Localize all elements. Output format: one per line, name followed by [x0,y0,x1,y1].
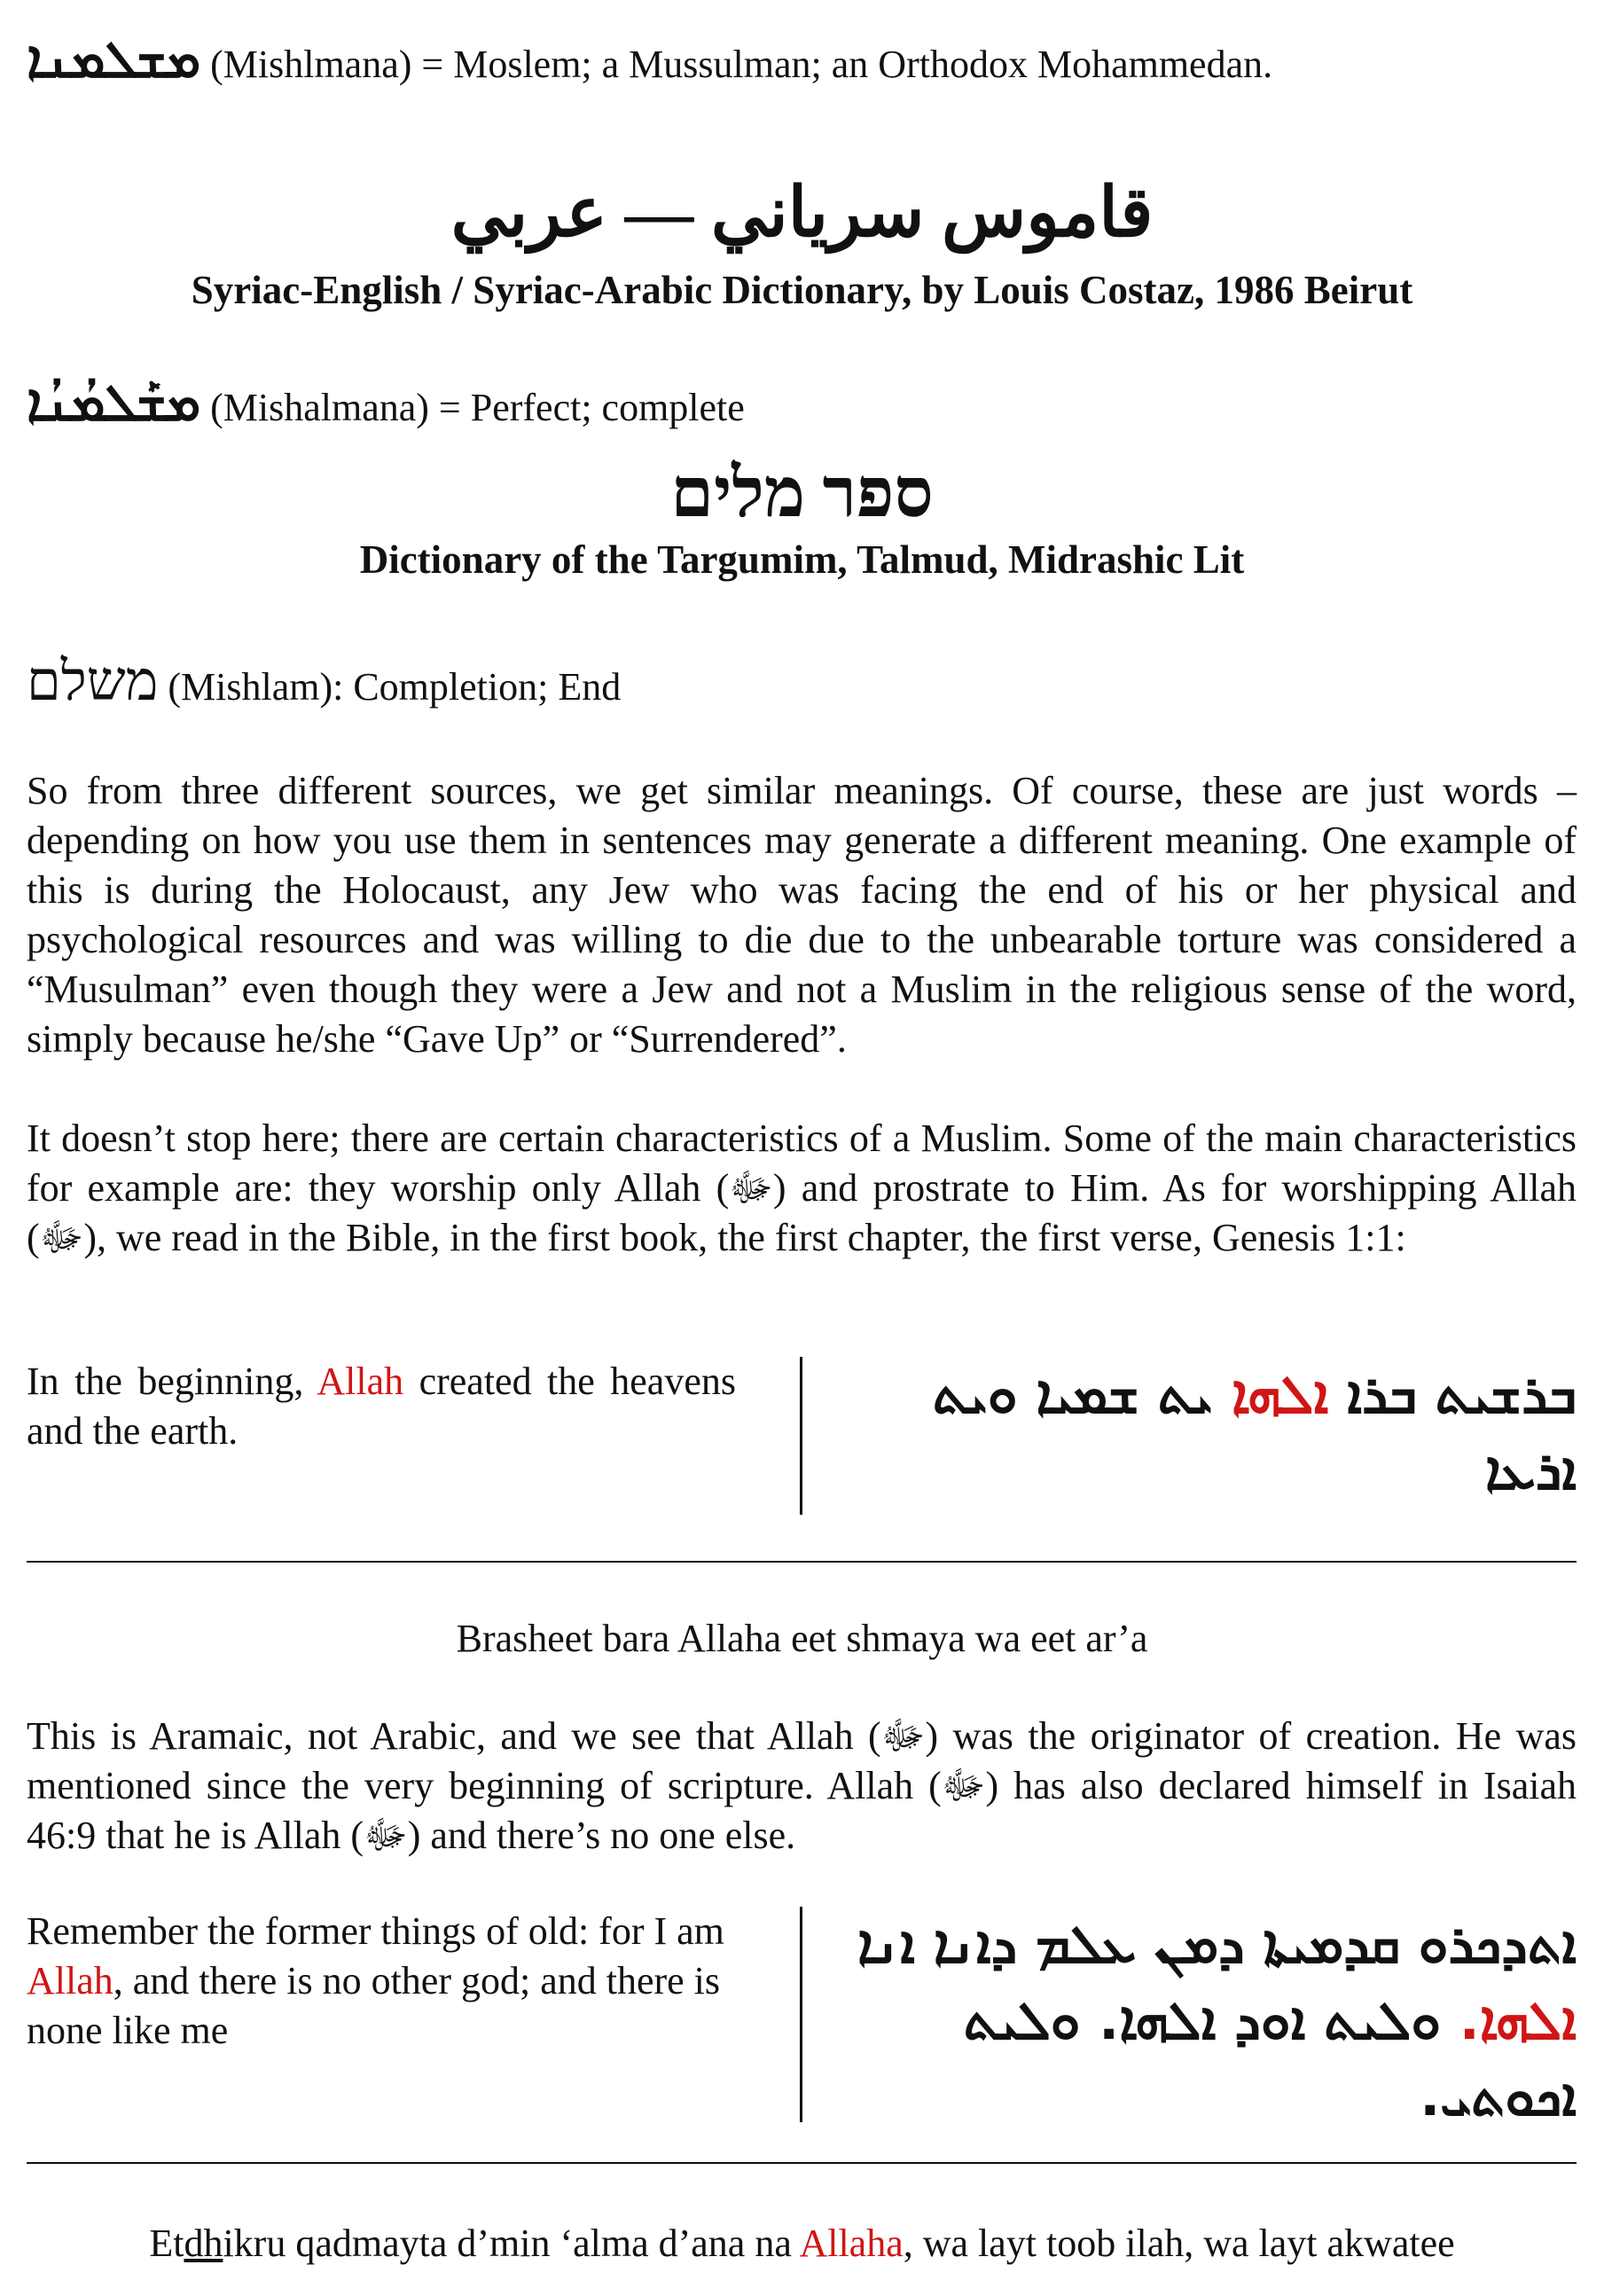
transliteration-genesis: Brasheet bara Allaha eet shmaya wa eet ar’a [456,1617,1148,1660]
highlight-allaha: Allaha [799,2222,904,2265]
entry-mishlmana [27,25,1577,99]
highlight-allah-syriac: ܐܠܗܐ [1231,1364,1329,1426]
syriac-word: ܡܫܠܡܢܐ [27,29,201,90]
horizontal-rule [27,1561,1577,1563]
entry-definition: (Mishalmana) = Perfect; complete [200,386,745,429]
source-caption-costaz: Syriac-English / Syriac-Arabic Dictionary, by Louis Costaz, 1986 Beirut [191,268,1413,312]
paragraph-aramaic [27,1712,1577,1861]
paragraph-text: This is Aramaic, not Arabic, and we see that Allah (ﷻ) was the originator of creation. He was mentioned since the very beginning of scripture. Allah (ﷻ) has also declared himself in Isaiah 46:9 that he is Allah (ﷻ) and there’s no one else. [27,1714,1577,1857]
entry-definition: (Mishlam): Completion; End [158,665,622,709]
paragraph-text: So from three different sources, we get similar meanings. Of course, these are just words – depending on how you use them in sentences may generate a different meaning. One example of this is during the Holocaust, any Jew who was facing the end of his or her physical and psychological resources and was willing to die due to the unbearable torture was considered a “Musulman” even though they were a Jew and not a Muslim in the religious sense of the word, simply because he/she “Gave Up” or “Surrendered”. [27,769,1577,1061]
paragraph-characteristics [27,1114,1577,1263]
highlight-allah: Allah [27,1959,113,2002]
source-caption-targumim: Dictionary of the Targumim, Talmud, Midrashic Lit [359,537,1245,582]
arabic-dictionary-title: قاموس سرياني — عربي [450,174,1154,251]
syriac-verse [851,1907,1577,2135]
highlight-allah-syriac: ܐܠܗܐ. [1459,1990,1577,2052]
syriac-word: ܡܫܰܠܡܳܢܳܐ [27,372,201,433]
isaiah-quote [27,1907,1577,2128]
english-verse: In the beginning, Allah created the heavens and the earth. [27,1360,736,1453]
entry-mishlam [27,647,1577,722]
transliteration-isaiah: Etdhikru qadmayta d’min ‘alma d’ana na Allaha, wa layt toob ilah, wa layt akwatee [149,2222,1455,2265]
column-divider [800,1357,802,1515]
syriac-line-2: ܐܠܗܐ. ܘܠܝܬ ܐܘܕ ܐܠܗܐ. ܘܠܝܬ [963,1990,1577,2052]
hebrew-word: משלם [27,652,159,712]
horizontal-rule [27,2162,1577,2164]
syriac-line-2: ܐܪܥܐ [1484,1440,1577,1502]
english-verse: Remember the former things of old: for I am Allah, and there is no other god; and there is none like me [27,1909,724,2052]
entry-definition: (Mishlmana) = Moslem; a Mussulman; an Orthodox Mohammedan. [200,43,1273,86]
genesis-quote [27,1357,1577,1516]
syriac-line-1: ܒܪܫܝܬ ܒܪܐ ܐܠܗܐ ܝܬ ܫܡܝܐ ܘܝܬ [932,1364,1577,1426]
entry-mishalmana [27,368,1577,443]
syriac-line-1: ܐܬܕܟܪܘ ܩܕܡܝܬܐ ܕܡܢ ܥܠܡ ܕܐܢܐ ܐܢܐ [857,1914,1577,1976]
hebrew-dictionary-title: ספר מלים [670,454,934,531]
paragraph-text: It doesn’t stop here; there are certain characteristics of a Muslim. Some of the main characteristics for example are: they worship only Allah (ﷻ) and prostrate to Him. As for worshipping Allah (ﷻ), we read in the Bible, in the first book, the first chapter, the first verse, Genesis 1:1: [27,1117,1577,1259]
column-divider [800,1907,802,2122]
highlight-allah: Allah [317,1360,404,1403]
syriac-line-3: ܐܟܘܬܝ. [1420,2066,1577,2128]
syriac-verse [851,1357,1577,1509]
paragraph-three-sources [27,766,1577,1064]
underlined-dh: dh [184,2222,223,2265]
